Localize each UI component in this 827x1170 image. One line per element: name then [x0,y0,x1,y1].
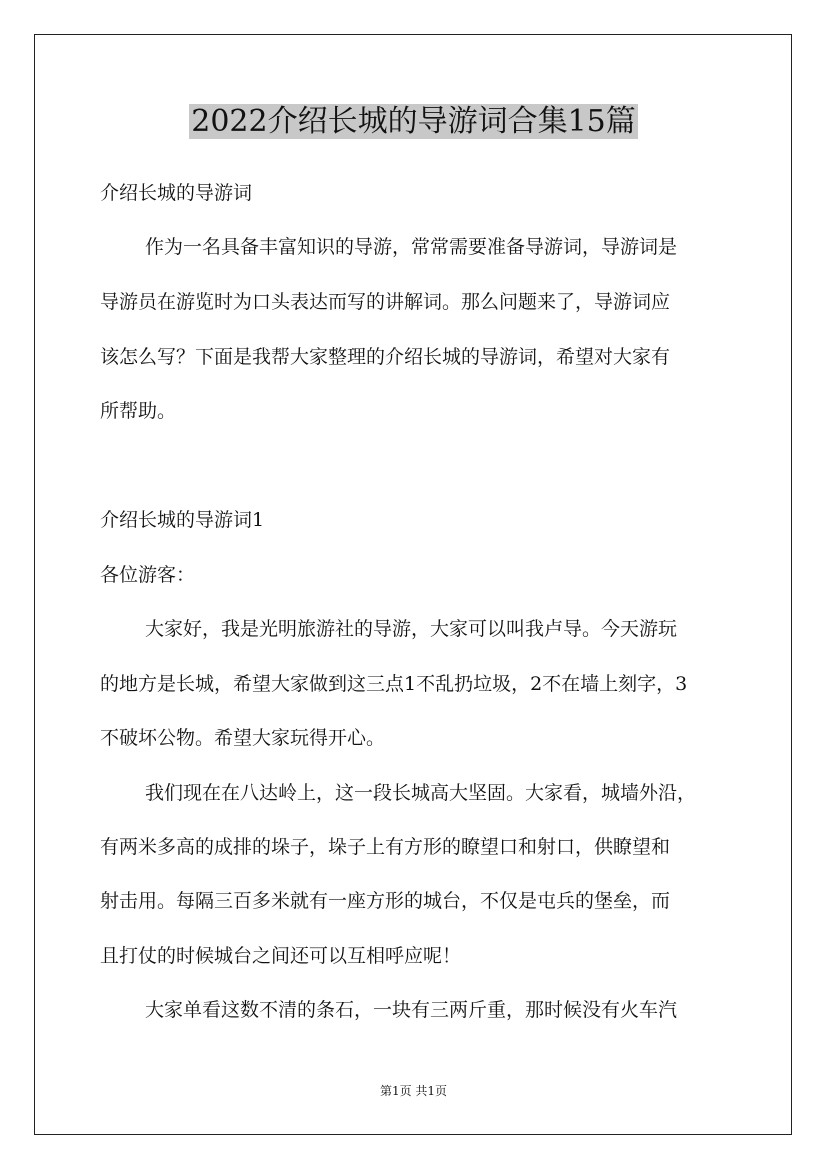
document-title-wrap [0,100,827,144]
intro-line: 该怎么写？下面是我帮大家整理的介绍长城的导游词，希望对大家有 [100,346,671,368]
document-title: 2022介绍长城的导游词合集15篇 [191,104,636,139]
paragraph-line: 有两米多高的成排的垛子，垛子上有方形的瞭望口和射口，供瞭望和 [100,836,671,858]
intro-line: 导游员在游览时为口头表达而写的讲解词。那么问题来了，导游词应 [100,291,671,313]
intro-line: 所帮助。 [100,400,177,422]
paragraph-line: 不破坏公物。希望大家玩得开心。 [100,727,386,749]
paragraph-line: 大家好，我是光明旅游社的导游，大家可以叫我卢导。今天游玩 [145,618,678,640]
paragraph-line: 射击用。每隔三百多米就有一座方形的城台，不仅是屯兵的堡垒，而 [100,890,671,912]
paragraph-line: 的地方是长城，希望大家做到这三点1不乱扔垃圾，2不在墙上刻字，3 [100,673,688,695]
section-heading: 介绍长城的导游词1 [100,509,265,531]
paragraph-line: 且打仗的时候城台之间还可以互相呼应呢！ [100,945,462,967]
greeting: 各位游客： [100,564,196,586]
paragraph-line: 我们现在在八达岭上，这一段长城高大坚固。大家看，城墙外沿， [145,782,697,804]
page-footer: 第1页 共1页 [379,1084,448,1098]
intro-line: 作为一名具备丰富知识的导游，常常需要准备导游词，导游词是 [145,236,678,258]
paragraph-line: 大家单看这数不清的条石，一块有三两斤重，那时候没有火车汽 [145,999,678,1021]
section-heading: 介绍长城的导游词 [100,182,253,204]
